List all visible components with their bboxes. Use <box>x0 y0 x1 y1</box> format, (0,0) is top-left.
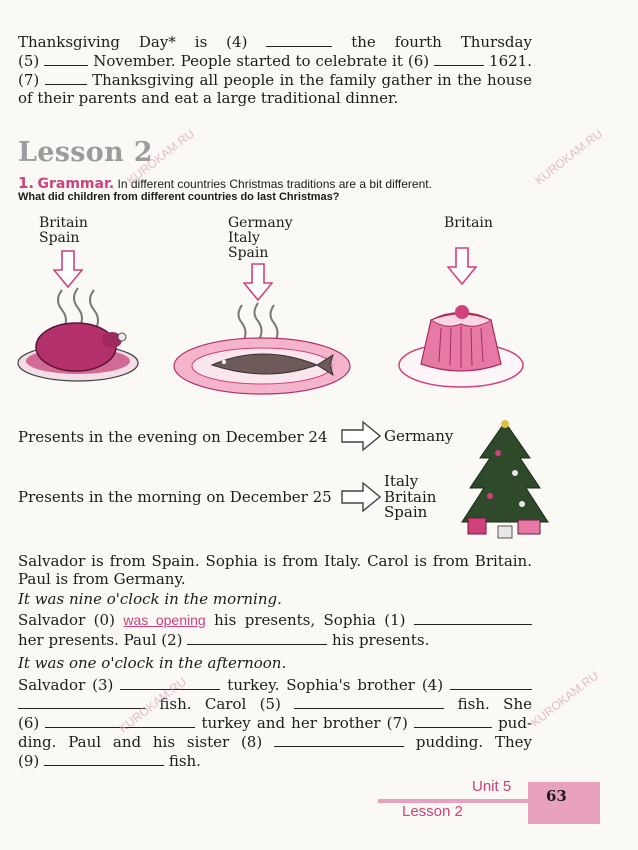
watermark: KUROKAM.RU <box>116 674 190 736</box>
exercise-line-7: (9) fish. <box>18 752 201 770</box>
food-label-left: Britain Spain <box>39 215 88 246</box>
fish-illustration <box>172 300 352 400</box>
exercise-line-5: (6) turkey and her brother (7) pud- <box>18 714 533 732</box>
presents-evening-text: Presents in the evening on December 24 <box>18 428 328 446</box>
task-question: What did children from different countries do last Christmas? <box>18 191 340 203</box>
text-line-1: Thanksgiving Day* is (4) the fourth Thursday <box>18 33 532 51</box>
blank-6[interactable] <box>434 51 484 66</box>
lesson-title: Lesson 2 <box>18 137 153 168</box>
exercise-intro: Salvador is from Spain. Sophia is from Italy. Carol is from Britain. <box>18 552 532 570</box>
blank-8[interactable] <box>274 732 404 747</box>
blank-7b[interactable] <box>414 713 492 728</box>
exercise-line-2: her presents. Paul (2) his presents. <box>18 631 430 649</box>
exercise-line-1: Salvador (0) was opening his presents, Sophia (1) <box>18 610 532 630</box>
morning-countries: Italy Britain Spain <box>384 472 437 521</box>
evening-countries: Germany <box>384 427 454 445</box>
food-label-right: Britain <box>444 215 493 231</box>
food-label-middle: Germany Italy Spain <box>228 215 293 261</box>
footer-unit: Unit 5 <box>472 778 512 795</box>
time-label-morning: It was nine o'clock in the morning. <box>18 590 282 608</box>
text-line-3: (7) Thanksgiving all people in the family gather in the house <box>18 71 532 89</box>
page-number: 63 <box>546 787 567 805</box>
presents-morning-text: Presents in the morning on December 25 <box>18 488 332 506</box>
blank-5b[interactable] <box>294 694 444 709</box>
arrow-right-icon <box>341 482 381 512</box>
arrow-down-icon <box>53 250 83 288</box>
watermark: KUROKAM.RU <box>528 668 602 730</box>
arrow-down-icon <box>447 247 477 285</box>
blank-4b[interactable] <box>450 675 532 690</box>
blank-7[interactable] <box>45 70 87 85</box>
blank-2[interactable] <box>187 630 327 645</box>
blank-1[interactable] <box>414 610 532 625</box>
exercise-line-4: fish. Carol (5) fish. She <box>18 694 532 714</box>
pudding-illustration <box>396 290 526 390</box>
exercise-line-3: Salvador (3) turkey. Sophia's brother (4) <box>18 675 532 695</box>
blank-5[interactable] <box>44 51 88 66</box>
exercise-intro-2: Paul is from Germany. <box>18 570 186 588</box>
exercise-line-6: ding. Paul and his sister (8) pudding. They <box>18 733 532 751</box>
blank-9[interactable] <box>44 751 164 766</box>
arrow-down-icon <box>243 263 273 301</box>
text-line-2: (5) November. People started to celebrate it (6) 1621. <box>18 52 532 70</box>
time-label-afternoon: It was one o'clock in the afternoon. <box>18 654 287 672</box>
footer-lesson: Lesson 2 <box>402 803 463 820</box>
blank-4[interactable] <box>266 32 332 47</box>
turkey-illustration <box>12 285 142 385</box>
example-answer: was opening <box>123 612 206 628</box>
watermark: KUROKAM.RU <box>532 126 606 188</box>
text-line-4: of their parents and eat a large traditional dinner. <box>18 89 399 107</box>
arrow-right-icon <box>341 421 381 451</box>
task-instruction: 1. Grammar. In different countries Christmas traditions are a bit different. <box>18 174 432 192</box>
watermark: KUROKAM.RU <box>124 126 198 188</box>
christmas-tree-illustration <box>460 418 550 543</box>
blank-4-cont[interactable] <box>18 694 146 709</box>
